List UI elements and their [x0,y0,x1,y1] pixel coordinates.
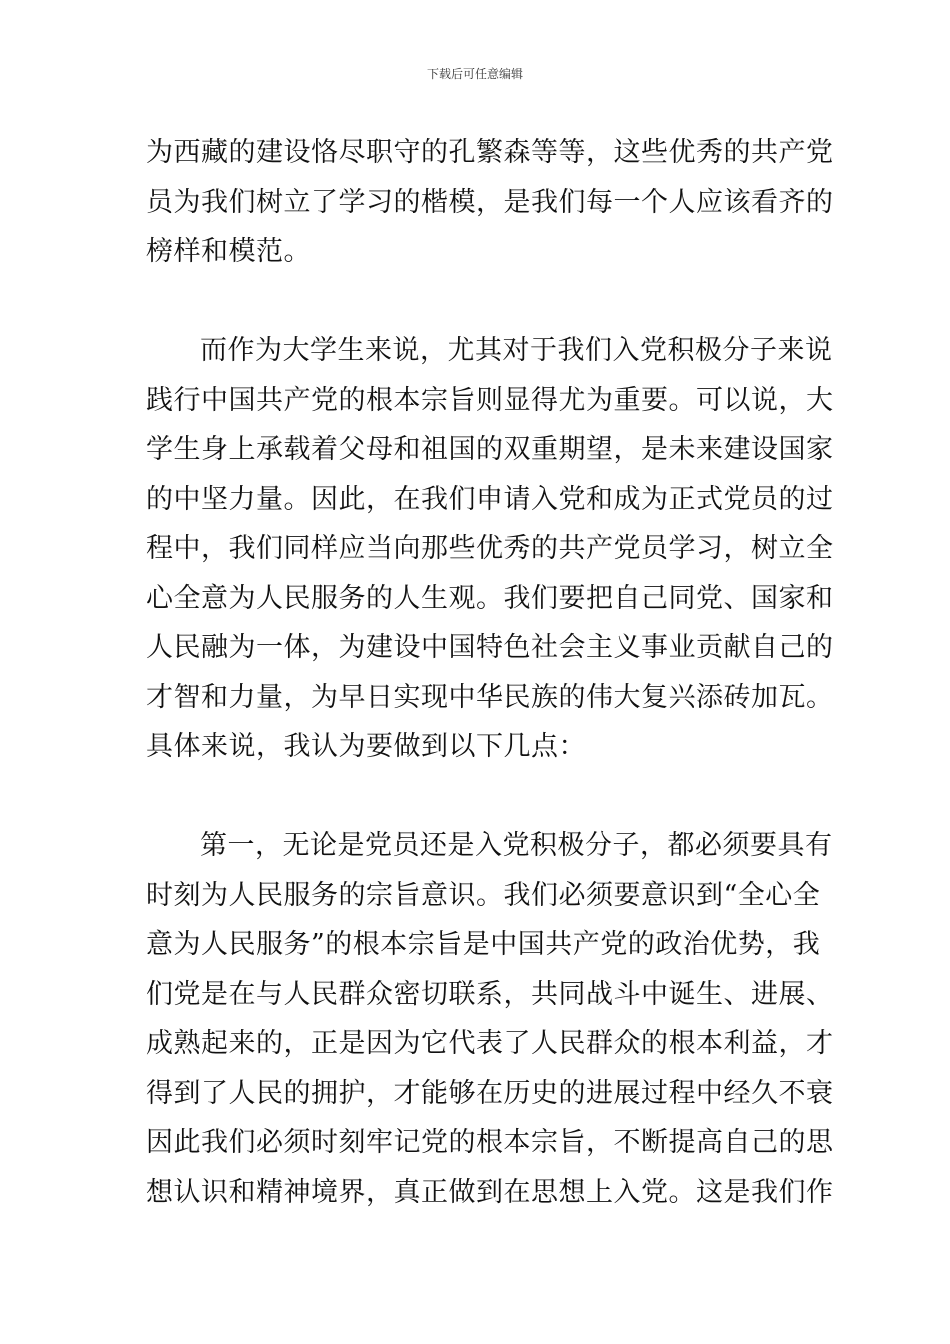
text-line: 员为我们树立了学习的楷模，是我们每一个人应该看齐的 [146,186,834,218]
page-header: 下载后可任意编辑 [426,67,523,81]
text-line: 第一，无论是党员还是入党积极分子，都必须要具有 [200,830,833,861]
paragraph-1 [146,128,834,277]
text-line: 榜样和模范。 [146,236,311,267]
paragraph-gap [146,277,810,327]
text-line: 而作为大学生来说，尤其对于我们入党积极分子来说 [200,335,833,366]
text-line: 们党是在与人民群众密切联系，共同战斗中诞生、进展、 [146,978,834,1010]
document-body [146,128,834,1217]
text-line: 意为人民服务”的根本宗旨是中国共产党的政治优势，我 [146,929,821,960]
paragraph-gap [146,772,810,822]
text-line: 学生身上承载着父母和祖国的双重期望，是未来建设国家 [146,434,834,465]
paragraph-3 [146,821,834,1217]
text-line: 成熟起来的，正是因为它代表了人民群众的根本利益，才 [146,1028,834,1059]
text-line: 得到了人民的拥护，才能够在历史的进展过程中经久不衰 [146,1077,834,1109]
paragraph-2 [146,326,834,772]
text-line: 想认识和精神境界，真正做到在思想上入党。这是我们作 [146,1176,834,1208]
text-line: 具体来说，我认为要做到以下几点： [146,731,586,762]
text-line: 践行中国共产党的根本宗旨则显得尤为重要。可以说，大 [146,384,834,416]
text-line: 时刻为人民服务的宗旨意识。我们必须要意识到“全心全 [146,879,821,911]
text-line: 的中坚力量。因此，在我们申请入党和成为正式党员的过 [146,483,834,515]
text-line: 心全意为人民服务的人生观。我们要把自己同党、国家和 [146,582,834,614]
text-line: 为西藏的建设恪尽职守的孔繁森等等，这些优秀的共产党 [146,137,834,168]
text-line: 人民融为一体，为建设中国特色社会主义事业贡献自己的 [146,632,834,663]
text-line: 因此我们必须时刻牢记党的根本宗旨，不断提高自己的思 [146,1127,834,1158]
text-line: 才智和力量，为早日实现中华民族的伟大复兴添砖加瓦。 [146,681,834,713]
text-line: 程中，我们同样应当向那些优秀的共产党员学习，树立全 [146,533,834,564]
